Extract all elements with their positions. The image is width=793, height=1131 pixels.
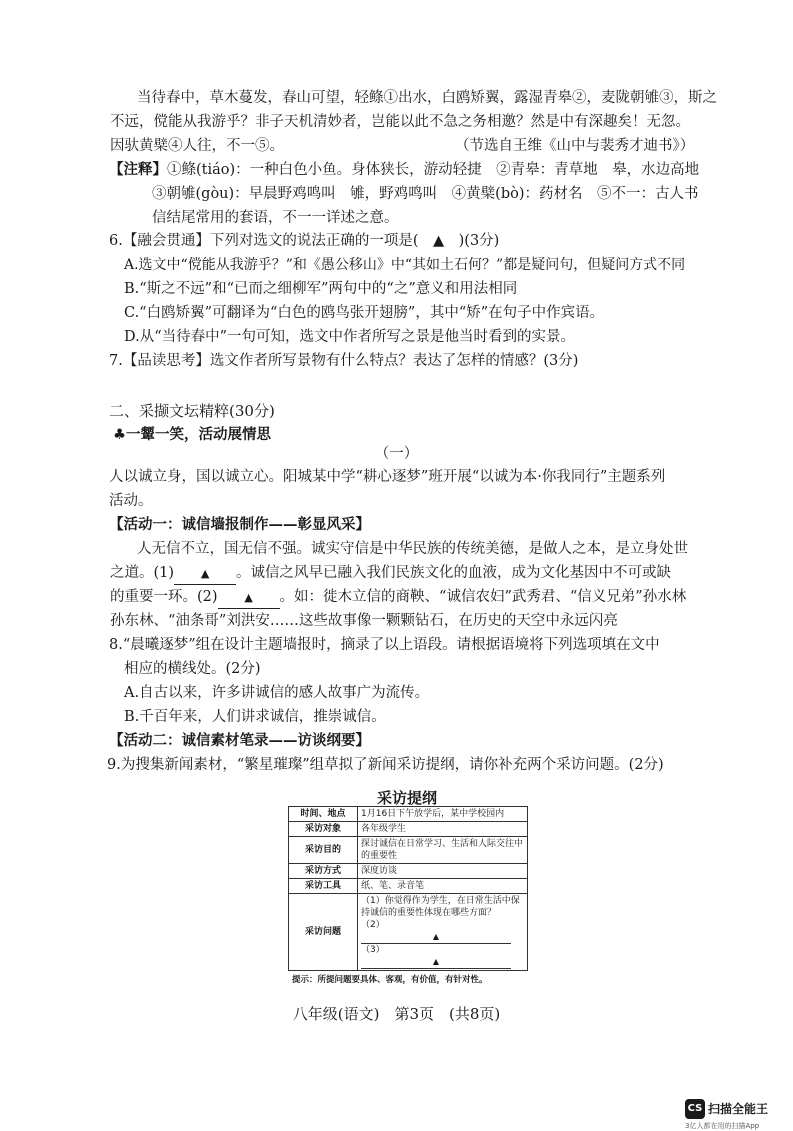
interview-question-3 (361, 944, 524, 969)
triangle-icon: ▲ (244, 591, 253, 604)
question-2-label: （2） (361, 920, 385, 930)
section-2-heading: 二、采撷文坛精粹(30分) (109, 402, 275, 420)
row-value: 深度访谈 (358, 864, 528, 879)
question-8-option-b: B.千百年来，人们讲求诚信，推崇诚信。 (124, 709, 386, 725)
question-7-stem: 7.【品读思考】选文作者所写景物有什么特点？表达了怎样的情感？(3分) (109, 353, 579, 369)
interview-outline-title: 采访提纲 (376, 789, 437, 807)
row-value: 各年级学生 (358, 822, 528, 837)
scanner-brand (685, 1098, 785, 1131)
activity-1-heading: 【活动一：诚信墙报制作——彰显风采】 (109, 516, 370, 533)
question-8-stem-1: 8.“晨曦逐梦”组在设计主题墙报时，摘录了以上语段。请根据语境将下列选项填在文中 (109, 637, 660, 653)
notes-line-3: 信结尾常用的套语，不一一详述之意。 (152, 210, 399, 226)
row-key: 时间、地点 (289, 807, 358, 822)
triangle-icon: ▲ (432, 932, 440, 941)
blank-2-prefix: 的重要一环。(2) (110, 589, 218, 605)
row-value: 探讨诚信在日常学习、生活和人际交往中的重要性 (358, 837, 528, 864)
question-3-label: （3） (361, 945, 385, 955)
passage-line-1: 当待春中，草木蔓发，春山可望，轻鲦①出水，白鸥矫翼，露湿青皋②，麦陇朝雊③，斯之 (137, 90, 717, 106)
interview-outline-table (288, 806, 528, 971)
row-key: 采访对象 (289, 822, 358, 837)
blank-1[interactable] (174, 563, 236, 585)
triangle-icon: ▲ (432, 957, 440, 966)
wall-paragraph-line-2-rest: 。诚信之风早已融入我们民族文化的血液，成为文化基因中不可或缺 (236, 565, 672, 581)
interview-hint: 提示：所提问题要具体、客观，有价值，有针对性。 (292, 975, 488, 985)
intro-line-2: 活动。 (109, 493, 153, 509)
notes-block (109, 160, 699, 180)
table-row (289, 807, 528, 822)
question-6-option-a: A.选文中“傥能从我游乎？”和《愚公移山》中“其如土石何？”都是疑问句，但疑问方式不同 (124, 257, 686, 273)
passage-line-2: 不远，傥能从我游乎？非子天机清妙者，岂能以此不急之务相邀？然是中有深趣矣！无忽。 (110, 114, 690, 130)
question-8-stem-2: 相应的横线处。(2分) (124, 661, 261, 677)
camscanner-logo-icon: CS (685, 1099, 705, 1119)
notes-label: 【注释】 (109, 161, 167, 178)
part-one-label: （一） (374, 446, 419, 462)
question-2-blank[interactable] (361, 931, 511, 944)
interview-question-2 (361, 919, 524, 944)
row-value: 纸、笔、录音笔 (358, 879, 528, 894)
row-key: 采访方式 (289, 864, 358, 879)
question-3-blank[interactable] (361, 956, 511, 969)
question-8-option-a: A.自古以来，许多讲诚信的感人故事广为流传。 (124, 685, 430, 701)
question-6-stem: 6.【融会贯通】下列对选文的说法正确的一项是( ▲ )(3分) (109, 233, 500, 249)
interview-question-1: （1）你觉得作为学生，在日常生活中保持诚信的重要性体现在哪些方面？ (361, 896, 520, 918)
notes-line-2: ③朝雊(gòu)：早晨野鸡鸣叫 雊，野鸡鸣叫 ④黄檗(bò)：药材名 ⑤不一：古人书 (152, 186, 699, 202)
table-row (289, 894, 528, 971)
interview-questions (358, 894, 528, 971)
passage-line-3: 因驮黄檗④人往，不一⑤。 (110, 138, 284, 154)
row-key: 采访目的 (289, 837, 358, 864)
question-9-stem: 9.为搜集新闻素材，“繁星璀璨”组草拟了新闻采访提纲，请你补充两个采访问题。(2分) (107, 757, 664, 773)
table-row (289, 822, 528, 837)
row-key: 采访工具 (289, 879, 358, 894)
page-footer: 八年级(语文) 第3页 (共8页) (292, 1005, 501, 1023)
question-6-option-d: D.从“当待春中”一句可知，选文中作者所写之景是他当时看到的实景。 (124, 329, 576, 345)
intro-line-1: 人以诚立身，国以诚立心。阳城某中学“耕心逐梦”班开展“以诚为本·你我同行”主题系列 (109, 469, 666, 485)
wall-paragraph-line-4: 孙东林、“油条哥”刘洪安……这些故事像一颗颗钻石，在历史的天空中永远闪亮 (110, 613, 618, 629)
blank-1-prefix: 之道。(1) (110, 565, 175, 581)
brand-tagline: 3亿人都在用的扫描App (685, 1121, 760, 1130)
blank-2[interactable] (218, 587, 280, 609)
wall-paragraph-line-2 (110, 563, 671, 585)
passage-source: （节选自王维《山中与裴秀才迪书》） (455, 138, 695, 154)
table-row (289, 864, 528, 879)
brand-name: 扫描全能王 (708, 1102, 769, 1116)
notes-line-1: ①鲦(tiáo)：一种白色小鱼。身体狭长，游动轻捷 ②青皋：青草地 皋，水边高地 (167, 162, 700, 178)
question-6-option-b: B.“斯之不远”和“已而之细柳军”两句中的“之”意义和用法相同 (124, 281, 518, 297)
activity-2-heading: 【活动二：诚信素材笔录——访谈纲要】 (109, 732, 370, 749)
wall-paragraph-line-1: 人无信不立，国无信不强。诚实守信是中华民族的传统美德，是做人之本，是立身处世 (137, 541, 688, 557)
wall-paragraph-line-3 (110, 587, 686, 609)
row-key: 采访问题 (289, 894, 358, 971)
triangle-icon: ▲ (200, 567, 210, 580)
table-row (289, 837, 528, 864)
question-6-option-c: C.“白鸥矫翼”可翻译为“白色的鸥鸟张开翅膀”，其中“矫”在句子中作宾语。 (124, 305, 605, 321)
wall-paragraph-line-3-rest: 。如：徙木立信的商鞅、“诚信农妇”武秀君、“信义兄弟”孙水林 (279, 589, 687, 605)
table-row (289, 879, 528, 894)
section-2-subheading: ♣一颦一笑，活动展情思 (113, 426, 271, 443)
row-value: 1月16日下午放学后，某中学校园内 (358, 807, 528, 822)
